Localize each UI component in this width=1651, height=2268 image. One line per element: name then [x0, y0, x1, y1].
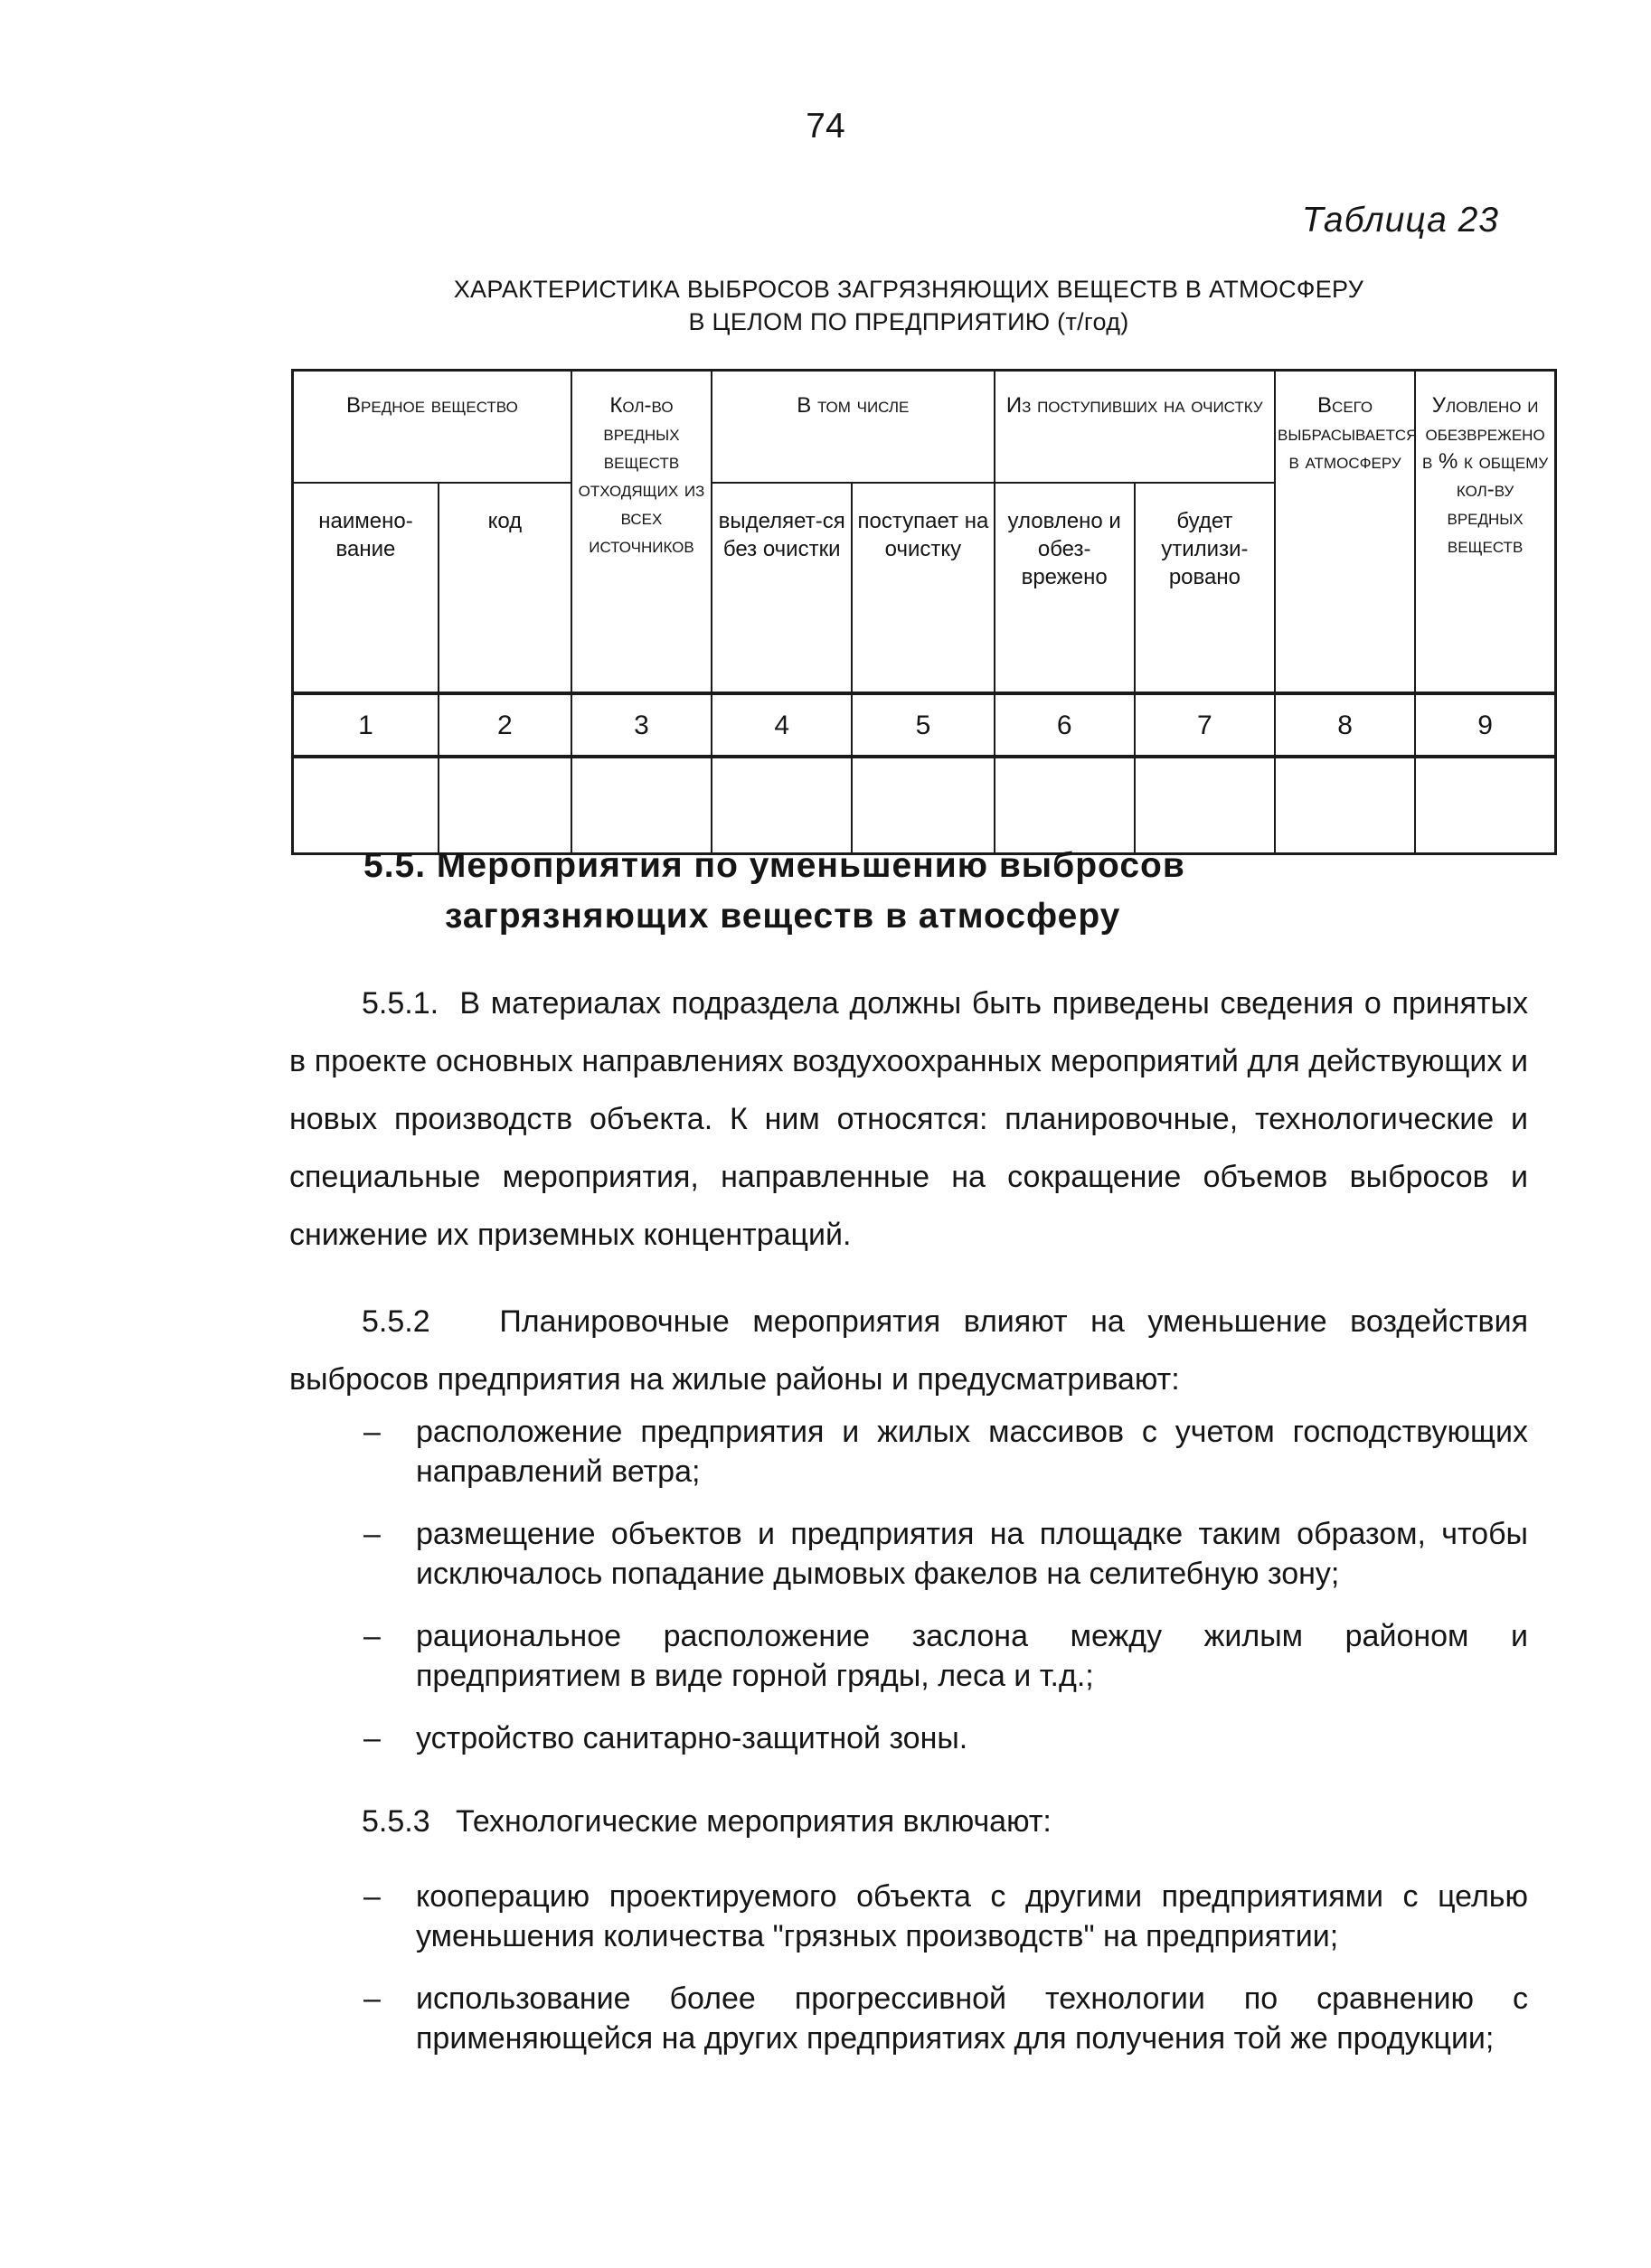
table-title [362, 273, 1456, 338]
header-released: выделяет-ся без очистки [712, 483, 852, 693]
column-number: 1 [293, 693, 439, 757]
dash-marker: – [363, 1721, 381, 1755]
paragraph-number: 5.5.1. [362, 986, 439, 1021]
empty-cell [571, 757, 712, 854]
dash-marker: – [363, 1981, 381, 2016]
dash-marker: – [363, 1415, 381, 1449]
table-label: Таблица 23 [1301, 201, 1499, 240]
header-from-cleaning: Из поступивших на очистку [995, 371, 1275, 484]
column-number: 4 [712, 693, 852, 757]
paragraph-number: 5.5.2 [362, 1304, 430, 1339]
section-heading [363, 841, 1185, 942]
empty-cell [995, 757, 1135, 854]
column-number: 9 [1415, 693, 1555, 757]
empty-cell [439, 757, 571, 854]
paragraph-5-5-1 [289, 974, 1528, 1264]
paragraph-5-5-2 [289, 1293, 1528, 1408]
header-total-emitted: Всего выбрасывается в атмосферу [1275, 371, 1415, 694]
paragraph-number: 5.5.3 [362, 1804, 430, 1839]
column-number: 3 [571, 693, 712, 757]
empty-cell [1135, 757, 1275, 854]
list-item: – использование более прогрессивной технологии по сравнению с применяющейся на других предприятиях для получения той же продукции; [289, 1979, 1528, 2058]
paragraph-text: Технологические мероприятия включают: [455, 1804, 1052, 1839]
table-title-line2: В ЦЕЛОМ ПО ПРЕДПРИЯТИЮ (т/год) [688, 308, 1129, 335]
header-name: наимено-вание [293, 483, 439, 693]
header-utilized: будет утилизи-ровано [1135, 483, 1275, 693]
column-number: 7 [1135, 693, 1275, 757]
dash-marker: – [363, 1517, 381, 1551]
section-title-line2: загрязняющих веществ в атмосферу [445, 897, 1121, 936]
list-item: – размещение объектов и предприятия на площадке таким образом, чтобы исключалось попадание дымовых факелов на селитебную зону; [289, 1514, 1528, 1594]
section-title-line1: Мероприятия по уменьшению выбросов [436, 846, 1185, 885]
header-to-cleaning: поступает на очистку [852, 483, 994, 693]
emissions-table [291, 369, 1557, 855]
header-harmful-substance: Вредное вещество [293, 371, 571, 484]
header-amount: Кол-во вредных веществ отходящих из всех источников [571, 371, 712, 694]
paragraph-5-5-3 [362, 1804, 1052, 1840]
empty-cell [852, 757, 994, 854]
dash-marker: – [363, 1619, 381, 1653]
empty-data-row [293, 757, 1556, 854]
empty-cell [712, 757, 852, 854]
section-number: 5.5. [363, 846, 427, 885]
list-item: – рациональное расположение заслона между жилым районом и предприятием в виде горной гряды, леса и т.д.; [289, 1616, 1528, 1696]
column-number: 2 [439, 693, 571, 757]
header-including: В том числе [712, 371, 995, 484]
planning-measures-list [289, 1412, 1528, 1781]
column-number: 5 [852, 693, 994, 757]
column-number: 8 [1275, 693, 1415, 757]
technological-measures-list [289, 1877, 1528, 2081]
paragraph-text: Планировочные мероприятия влияют на уменьшение воздействия выбросов предприятия на жилые районы и предусматривают: [289, 1304, 1528, 1397]
column-number: 6 [995, 693, 1135, 757]
list-item: – расположение предприятия и жилых массивов с учетом господствующих направлений ветра; [289, 1412, 1528, 1492]
paragraph-text: В материалах подраздела должны быть приведены сведения о принятых в проекте основных направлениях воздухоохранных мероприятий для действующих и новых производств объекта. К ним относятся: планировочные, технологические и специальные мероприятия, направленные на сокращение объемов выбросов и снижение их приземных концентраций. [289, 986, 1528, 1252]
column-numbers-row [293, 693, 1556, 757]
empty-cell [1415, 757, 1555, 854]
empty-cell [293, 757, 439, 854]
dash-marker: – [363, 1879, 381, 1914]
list-item: – устройство санитарно-защитной зоны. [289, 1718, 1528, 1758]
page-number: 74 [806, 107, 845, 146]
header-code: код [439, 483, 571, 693]
empty-cell [1275, 757, 1415, 854]
list-item: – кооперацию проектируемого объекта с другими предприятиями с целью уменьшения количества "грязных производств" на предприятии; [289, 1877, 1528, 1956]
table-title-line1: ХАРАКТЕРИСТИКА ВЫБРОСОВ ЗАГРЯЗНЯЮЩИХ ВЕЩЕСТВ В АТМОСФЕРУ [453, 276, 1364, 303]
header-captured: уловлено и обез-врежено [995, 483, 1135, 693]
header-captured-percent: Уловлено и обезврежено в % к общему кол-ву вредных веществ [1415, 371, 1555, 694]
